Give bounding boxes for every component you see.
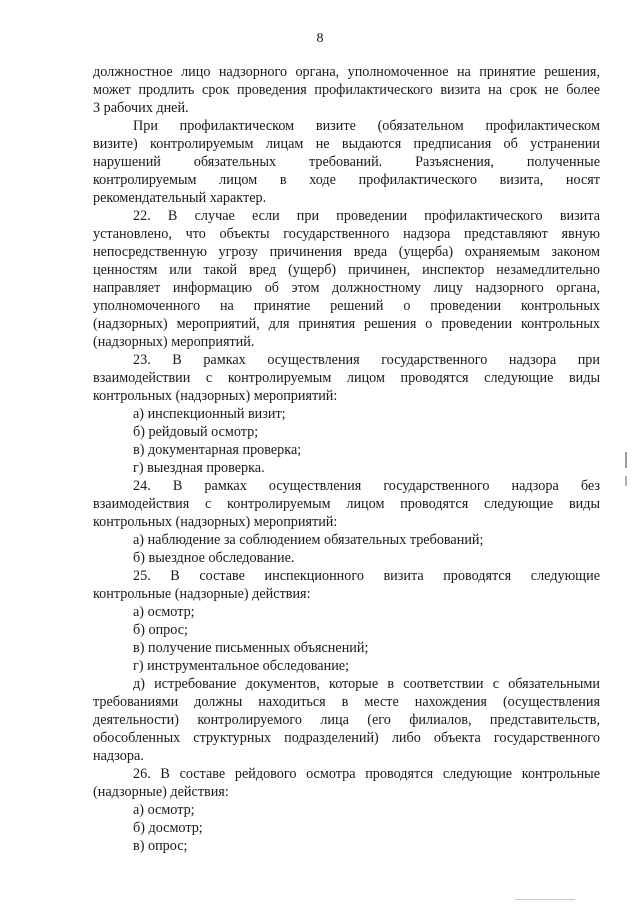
document-body [93, 63, 600, 855]
text-line: б) рейдовый осмотр; [133, 424, 259, 440]
text-line: 23. В рамках осуществления государственного надзора при [133, 352, 600, 368]
text-line: нарушений обязательных требований. Разъяснения, полученные [93, 154, 600, 170]
text-line: (надзорных) мероприятий, для принятия решения о проведении контрольных [93, 316, 600, 332]
text-line: (надзорных) мероприятий. [93, 334, 255, 350]
text-line: надзора. [93, 748, 144, 764]
text-line: в) документарная проверка; [133, 442, 302, 458]
text-line: 22. В случае если при проведении профилактического визита [133, 208, 600, 224]
text-line: При профилактическом визите (обязательном профилактическом [133, 118, 600, 134]
text-line: 26. В составе рейдового осмотра проводятся следующие контрольные [133, 766, 600, 782]
text-line: может продлить срок проведения профилактического визита на срок не более [93, 82, 600, 98]
scan-mark [625, 476, 627, 486]
text-line: (надзорные) действия: [93, 784, 229, 800]
text-line: непосредственную угрозу причинения вреда (ущерба) охраняемым законом [93, 244, 600, 260]
text-line: деятельности) контролируемого лица (его филиалов, представительств, [93, 712, 600, 728]
text-line: контролируемым лицом в ходе профилактического визита, носят [93, 172, 600, 188]
text-line: д) истребование документов, которые в соответствии с обязательными [133, 676, 600, 692]
text-line: 24. В рамках осуществления государственного надзора без [133, 478, 600, 494]
text-line: обособленных структурных подразделений) либо объекта государственного [93, 730, 600, 746]
text-line: а) осмотр; [133, 604, 195, 620]
text-line: в) получение письменных объяснений; [133, 640, 369, 656]
text-line: а) осмотр; [133, 802, 195, 818]
text-line: визите) контролируемым лицам не выдаются предписания об устранении [93, 136, 600, 152]
scan-mark [625, 452, 627, 468]
page-number: 8 [316, 31, 324, 46]
text-line: г) инструментальное обследование; [133, 658, 350, 674]
text-line: требованиями должны находиться в месте нахождения (осуществления [93, 694, 600, 710]
text-line: в) опрос; [133, 838, 188, 854]
text-line: уполномоченного на принятие решений о проведении контрольных [93, 298, 600, 314]
text-line: взаимодействия с контролируемым лицом проводятся следующие виды [93, 496, 600, 512]
text-line: ценностям или такой вред (ущерб) причинен, инспектор незамедлительно [93, 262, 600, 278]
text-line: г) выездная проверка. [133, 460, 265, 476]
text-line: б) опрос; [133, 622, 188, 638]
text-line: б) досмотр; [133, 820, 203, 836]
text-line: б) выездное обследование. [133, 550, 295, 566]
text-line: контрольных (надзорных) мероприятий: [93, 388, 338, 404]
text-line: направляет информацию об этом должностному лицу надзорного органа, [93, 280, 600, 296]
text-line: рекомендательный характер. [93, 190, 267, 206]
text-line: а) наблюдение за соблюдением обязательных требований; [133, 532, 484, 548]
text-line: должностное лицо надзорного органа, уполномоченное на принятие решения, [93, 64, 600, 80]
text-line: контрольные (надзорные) действия: [93, 586, 311, 602]
text-line: контрольных (надзорных) мероприятий: [93, 514, 338, 530]
text-line: установлено, что объекты государственного надзора представляют явную [93, 226, 600, 242]
text-line: 25. В составе инспекционного визита проводятся следующие [133, 568, 600, 584]
text-line: а) инспекционный визит; [133, 406, 286, 422]
text-line: 3 рабочих дней. [93, 100, 189, 116]
text-line: взаимодействии с контролируемым лицом проводятся следующие виды [93, 370, 600, 386]
scan-mark [515, 899, 575, 900]
